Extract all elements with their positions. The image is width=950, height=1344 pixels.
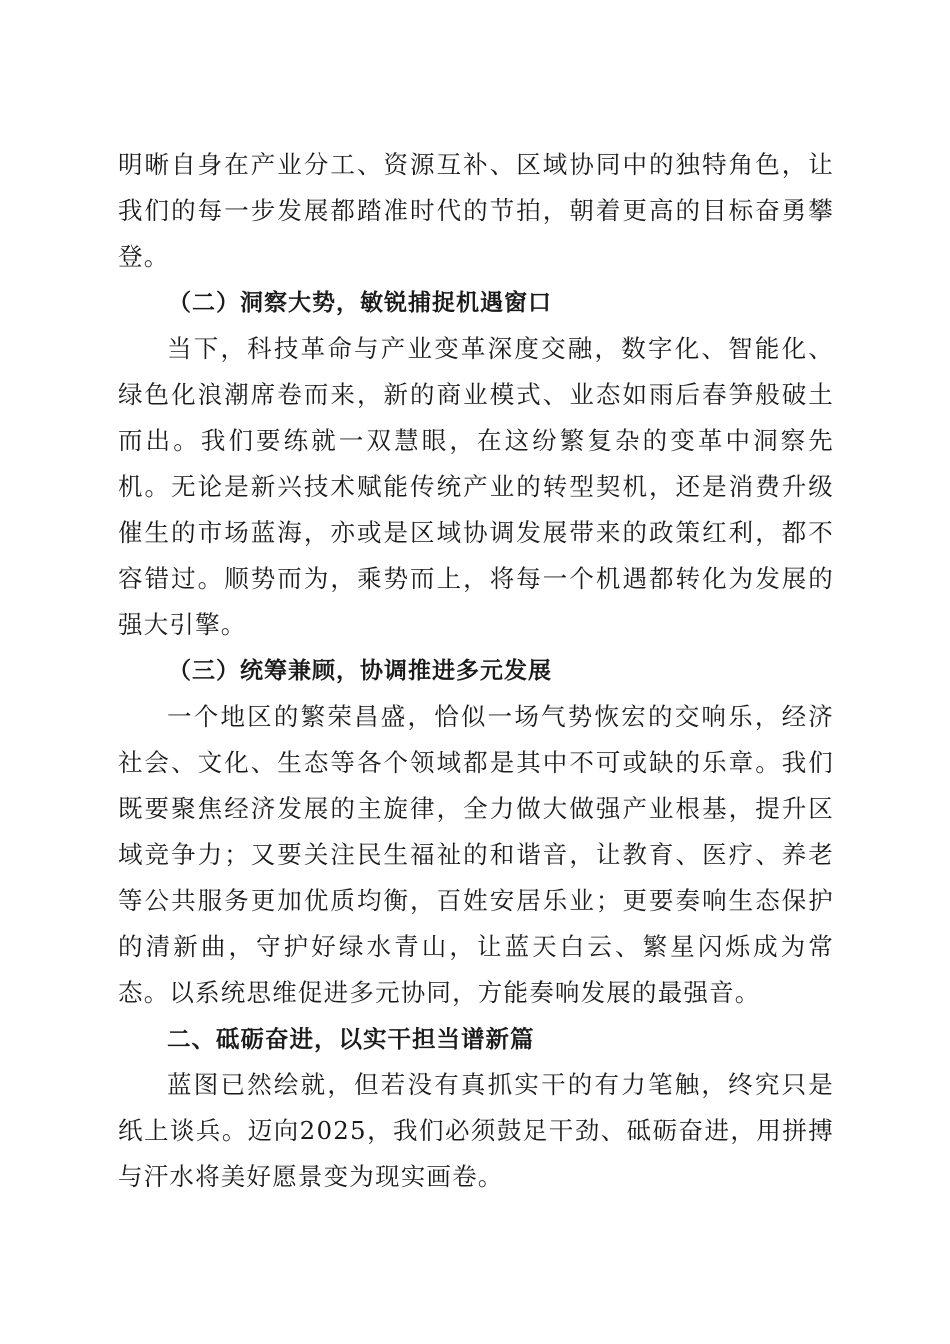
section-heading-2: 二、砥砺奋进，以实干担当谱新篇 xyxy=(167,1025,535,1053)
paragraph-sub2: 当下，科技革命与产业变革深度交融，数字化、智能化、绿色化浪潮席卷而来，新的商业模式、业态如雨后春笋般破土而出。我们要练就一双慧眼，在这纷繁复杂的变革中洞察先机。无论是新兴技术赋能传统产业的转型契机，还是消费升级催生的市场蓝海，亦或是区域协调发展带来的政策红利，都不容错过。顺势而为，乘势而上，将每一个机遇都转化为发展的强大引擎。 xyxy=(118,334,834,639)
document-body xyxy=(118,142,834,1200)
subheading-2: （二）洞察大势，敏锐捕捉机遇窗口 xyxy=(168,290,552,316)
paragraph-continued: 明晰自身在产业分工、资源互补、区域协同中的独特角色，让我们的每一步发展都踏准时代的节拍，朝着更高的目标奋勇攀登。 xyxy=(118,150,834,271)
paragraph-section2: 蓝图已然绘就，但若没有真抓实干的有力笔触，终究只是纸上谈兵。迈向2025，我们必须鼓足干劲、砥砺奋进，用拼搏与汗水将美好愿景变为现实画卷。 xyxy=(118,1070,834,1191)
paragraph-sub3: 一个地区的繁荣昌盛，恰似一场气势恢宏的交响乐，经济社会、文化、生态等各个领域都是其中不可或缺的乐章。我们既要聚焦经济发展的主旋律，全力做大做强产业根基，提升区域竞争力；又要关注民生福祉的和谐音，让教育、医疗、养老等公共服务更加优质均衡，百姓安居乐业；更要奏响生态保护的清新曲，守护好绿水青山，让蓝天白云、繁星闪烁成为常态。以系统思维促进多元协同，方能奏响发展的最强音。 xyxy=(118,702,834,1007)
subheading-3: （三）统筹兼顾，协调推进多元发展 xyxy=(168,658,552,684)
